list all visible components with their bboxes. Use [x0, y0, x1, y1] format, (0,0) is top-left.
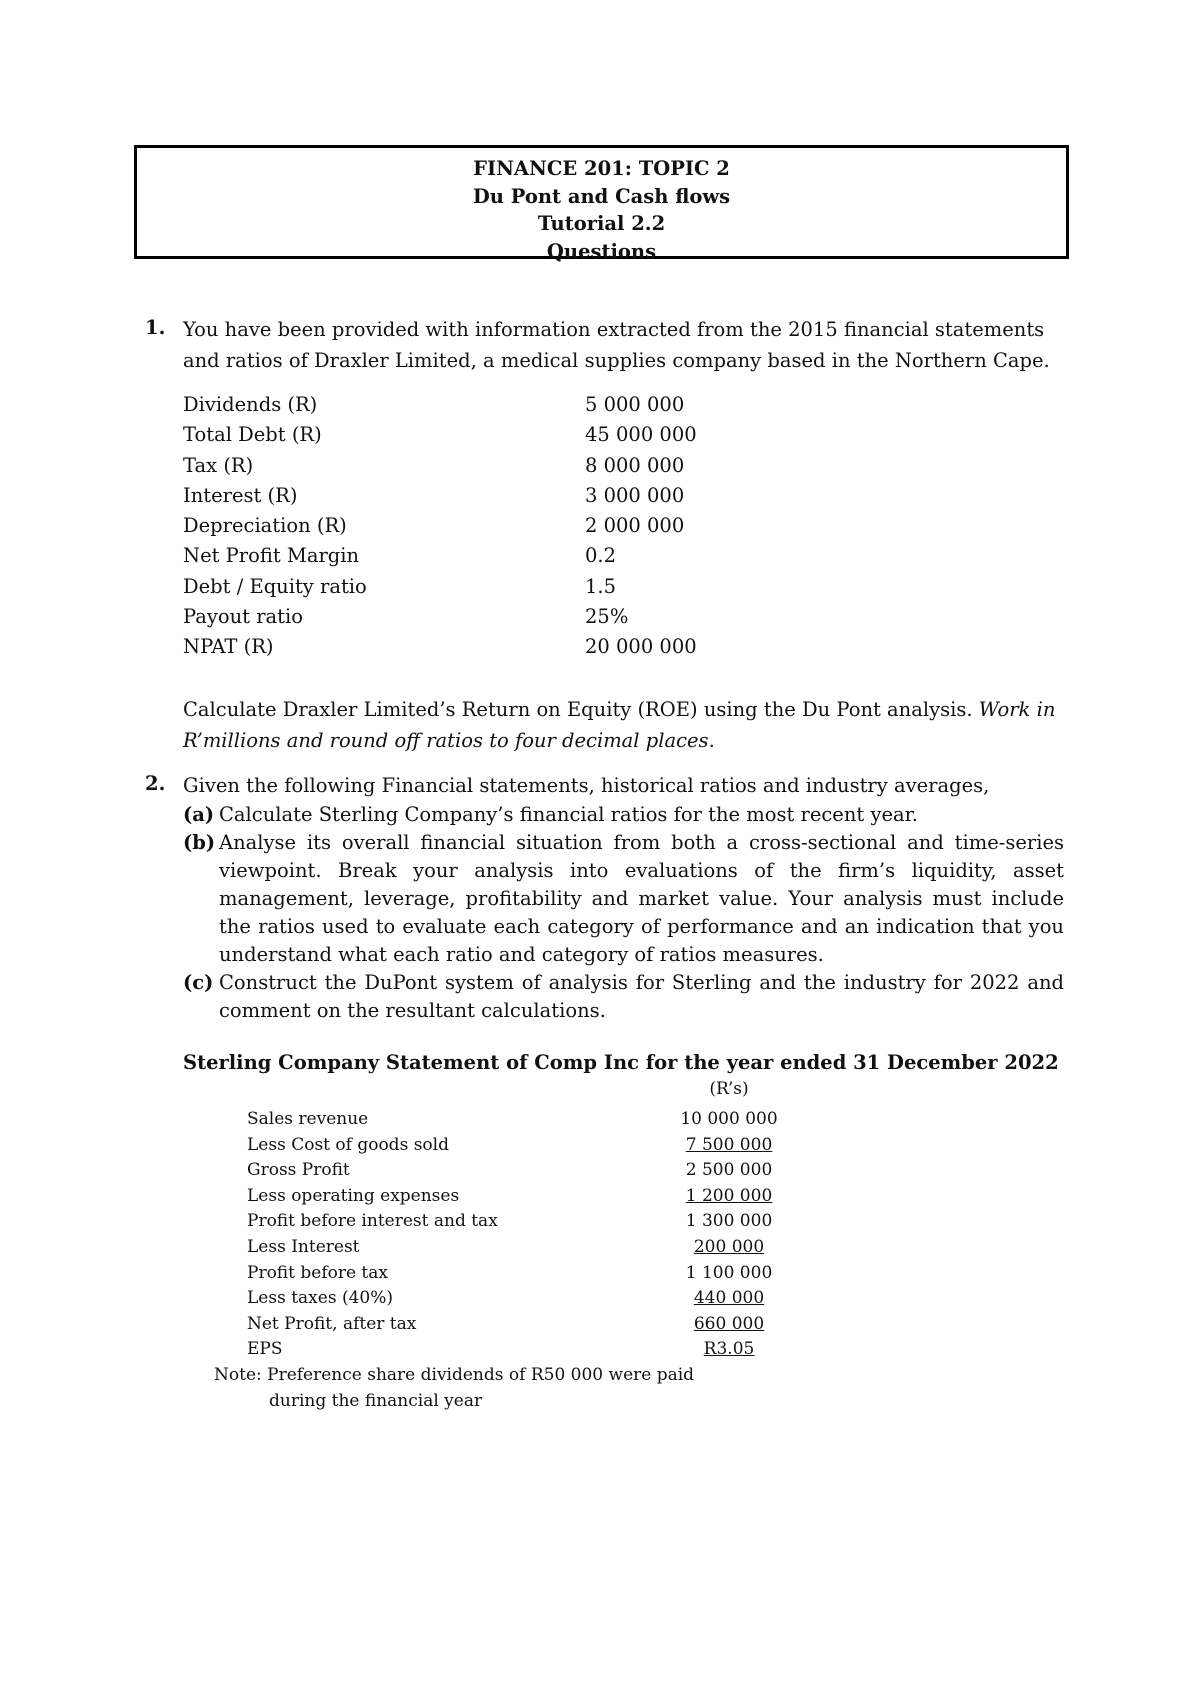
- data-row: [183, 481, 697, 511]
- statement-value-text: 200 000: [693, 1236, 765, 1257]
- statement-value-text: 660 000: [693, 1313, 765, 1334]
- data-row: [183, 572, 697, 602]
- statement-row: [247, 1107, 782, 1133]
- data-row: [183, 511, 697, 541]
- question-1-instruction: [183, 694, 1063, 756]
- task-item: [183, 829, 1064, 969]
- statement-row: [247, 1337, 782, 1363]
- data-label: Tax (R): [183, 453, 254, 477]
- course-title: FINANCE 201: TOPIC 2: [473, 157, 730, 180]
- statement-label: Less taxes (40%): [247, 1288, 393, 1309]
- data-value: 2 000 000: [585, 514, 685, 538]
- data-value: 5 000 000: [585, 393, 685, 416]
- task-letter: (a): [183, 803, 215, 826]
- data-label: Depreciation (R): [183, 514, 347, 538]
- statement-value: [676, 1312, 782, 1338]
- statement-row: [247, 1286, 782, 1312]
- data-label: Interest (R): [183, 483, 298, 507]
- statement-label: Profit before interest and tax: [247, 1211, 498, 1232]
- data-label: Total Debt (R): [183, 423, 322, 447]
- section-title: Questions: [546, 239, 657, 263]
- statement-row: [247, 1235, 782, 1261]
- task-item: [183, 969, 1064, 1025]
- statement-value: [676, 1261, 782, 1287]
- statement-value: [676, 1209, 782, 1235]
- title-box: [134, 145, 1069, 263]
- instruction-text: Calculate Draxler Limited’s Return on Equity (ROE) using the Du Pont analysis.: [183, 698, 973, 721]
- statement-row: [247, 1158, 782, 1184]
- statement-row: [247, 1133, 782, 1159]
- statement-value-text: 1 200 000: [685, 1185, 773, 1206]
- data-label: NPAT (R): [183, 635, 274, 659]
- instruction-italic: Work in: [978, 698, 1056, 721]
- data-row: [183, 390, 697, 420]
- data-value: 8 000 000: [585, 453, 685, 477]
- task-text: Construct the DuPont system of analysis for Sterling and the industry for 2022 and comment on the resultant calculations.: [219, 971, 1064, 1022]
- data-label: Debt / Equity ratio: [183, 574, 367, 598]
- statement-value: [676, 1286, 782, 1312]
- statement-label: Less Cost of goods sold: [247, 1134, 449, 1155]
- task-item: [183, 801, 1064, 829]
- topic-title: Du Pont and Cash flows: [472, 184, 731, 208]
- question-2-number: 2.: [145, 772, 166, 795]
- statement-value: [676, 1337, 782, 1363]
- data-label: Net Profit Margin: [183, 544, 360, 568]
- statement-row: [247, 1261, 782, 1287]
- instruction-italic: R’millions and round off ratios to four decimal places: [183, 729, 709, 752]
- question-1-number: 1.: [145, 316, 166, 339]
- data-value: 1.5: [585, 574, 617, 598]
- statement-label: Gross Profit: [247, 1160, 350, 1181]
- statement-value: [676, 1235, 782, 1261]
- question-1-intro: [183, 314, 1050, 376]
- instruction-end: .: [708, 729, 715, 752]
- statement-unit: (R’s): [709, 1079, 749, 1099]
- data-value: 20 000 000: [585, 635, 697, 659]
- question-1-intro-line: and ratios of Draxler Limited, a medical supplies company based in the Northern Cape.: [183, 349, 1050, 372]
- statement-label: EPS: [247, 1339, 283, 1360]
- statement-value: [676, 1107, 782, 1133]
- statement-value-text: 1 300 000: [685, 1211, 773, 1232]
- question-2-tasks: [183, 801, 1064, 1025]
- data-row: [183, 420, 697, 450]
- note-line: Note: Preference share dividends of R50 000 were paid: [214, 1365, 695, 1385]
- statement-value: [676, 1133, 782, 1159]
- data-value: 25%: [585, 605, 629, 629]
- data-value: 45 000 000: [585, 423, 697, 447]
- question-2-intro: Given the following Financial statements, historical ratios and industry averages,: [183, 774, 990, 797]
- question-1-intro-line: You have been provided with information extracted from the 2015 financial statements: [183, 318, 1045, 341]
- statement-title: Sterling Company Statement of Comp Inc for the year ended 31 December 2022: [183, 1051, 1059, 1074]
- data-row: [183, 632, 697, 662]
- statement-value-text: 1 100 000: [685, 1262, 773, 1283]
- statement-label: Sales revenue: [247, 1109, 369, 1129]
- statement-row: [247, 1184, 782, 1210]
- income-statement: [247, 1107, 782, 1363]
- statement-value-text: 2 500 000: [685, 1160, 773, 1181]
- task-text: Calculate Sterling Company’s financial ratios for the most recent year.: [219, 803, 919, 826]
- statement-label: Net Profit, after tax: [247, 1313, 417, 1334]
- statement-row: [247, 1209, 782, 1235]
- task-letter: (b): [183, 831, 216, 854]
- data-value: 3 000 000: [585, 483, 685, 507]
- statement-note: [214, 1362, 694, 1414]
- data-label: Payout ratio: [183, 605, 303, 629]
- statement-value: [676, 1158, 782, 1184]
- task-text: Analyse its overall financial situation from both a cross-sectional and time-series viewpoint. Break your analysis into evaluations of the firm’s liquidity, asset management, leverage, profitability and market value. Your analysis must include the ratios used to evaluate each category of performance and an indication that you understand what each ratio and category of ratios measures.: [219, 831, 1064, 966]
- tutorial-title: Tutorial 2.2: [537, 212, 666, 235]
- statement-label: Less Interest: [247, 1236, 360, 1257]
- statement-value-text: R3.05: [703, 1339, 755, 1360]
- statement-value-text: 10 000 000: [680, 1109, 778, 1129]
- statement-label: Profit before tax: [247, 1262, 388, 1283]
- data-value: 0.2: [585, 544, 617, 568]
- statement-value: [676, 1184, 782, 1210]
- data-row: [183, 602, 697, 632]
- data-label: Dividends (R): [183, 393, 318, 416]
- statement-row: [247, 1312, 782, 1338]
- statement-value-text: 7 500 000: [685, 1134, 773, 1155]
- question-1-data-table: [183, 390, 697, 663]
- note-line: during the financial year: [269, 1391, 483, 1411]
- statement-label: Less operating expenses: [247, 1185, 460, 1206]
- data-row: [183, 541, 697, 571]
- statement-value-text: 440 000: [693, 1288, 765, 1309]
- task-letter: (c): [183, 971, 214, 994]
- data-row: [183, 451, 697, 481]
